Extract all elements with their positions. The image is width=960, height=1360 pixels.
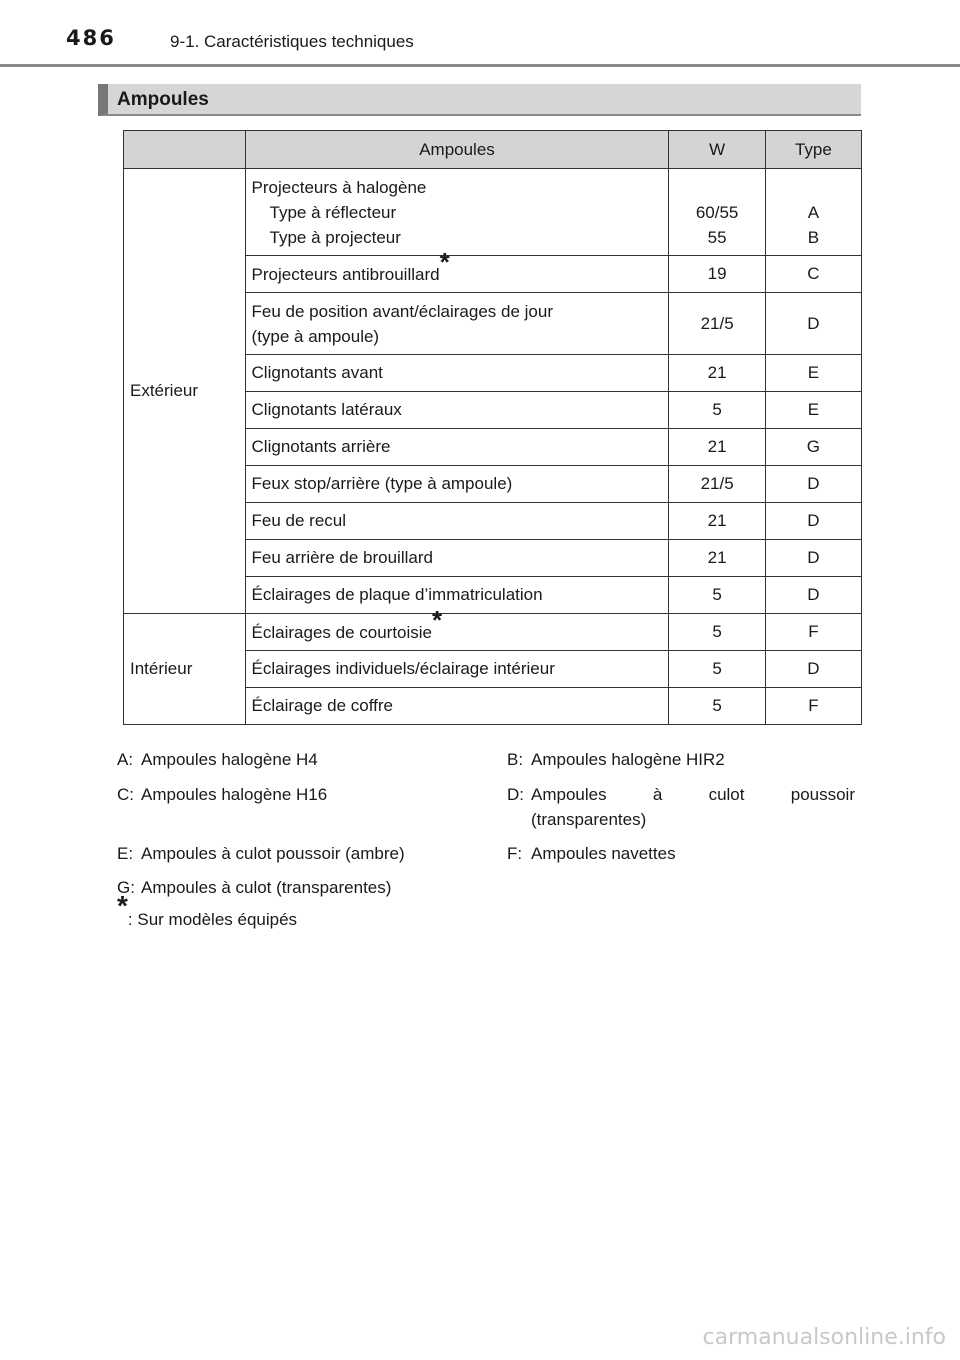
row-watts: 5 <box>669 392 765 429</box>
row-name: Feu de recul <box>245 503 669 540</box>
legend-b: B: Ampoules halogène HIR2 <box>507 750 725 769</box>
row-name: Projecteurs antibrouillard* <box>245 256 669 293</box>
footnote: *: Sur modèles équipés <box>117 890 298 929</box>
row-name: Éclairages de plaque d’immatriculation <box>245 577 669 614</box>
row-type: F <box>765 688 861 725</box>
group-interior: Intérieur <box>124 614 246 725</box>
bulbs-table <box>123 130 862 725</box>
row-name: Feu arrière de brouillard <box>245 540 669 577</box>
row-watts: 60/55 55 <box>669 169 765 256</box>
row-type: D <box>765 577 861 614</box>
row-watts: 21/5 <box>669 293 765 355</box>
row-watts: 5 <box>669 577 765 614</box>
row-type: D <box>765 293 861 355</box>
asterisk-mark: * <box>117 890 128 921</box>
row-watts: 5 <box>669 651 765 688</box>
row-watts: 21 <box>669 355 765 392</box>
row-name: Éclairages de courtoisie* <box>245 614 669 651</box>
row-watts: 5 <box>669 688 765 725</box>
row-name: Clignotants avant <box>245 355 669 392</box>
watermark: carmanualsonline.info <box>702 1325 946 1350</box>
row-name: Éclairage de coffre <box>245 688 669 725</box>
row-watts: 21/5 <box>669 466 765 503</box>
row-type: G <box>765 429 861 466</box>
row-name: Éclairages individuels/éclairage intérieur <box>245 651 669 688</box>
row-name: Feu de position avant/éclairages de jour (type à ampoule) <box>245 293 669 355</box>
legend-f: F: Ampoules navettes <box>507 844 676 863</box>
section-title: Ampoules <box>117 89 209 110</box>
row-watts: 5 <box>669 614 765 651</box>
row-type: F <box>765 614 861 651</box>
asterisk-mark: * <box>432 605 443 636</box>
row-watts: 19 <box>669 256 765 293</box>
table-row <box>124 614 862 651</box>
row-watts: 21 <box>669 429 765 466</box>
legend-d: D: Ampoules à culot poussoir (transparentes) <box>507 785 855 829</box>
row-name: Clignotants arrière <box>245 429 669 466</box>
row-type: D <box>765 540 861 577</box>
legend-g: G: Ampoules à culot (transparentes) <box>117 878 392 897</box>
row-type: E <box>765 392 861 429</box>
row-watts: 21 <box>669 540 765 577</box>
header-watts: W <box>669 131 765 169</box>
header-divider <box>0 64 960 67</box>
header-type: Type <box>765 131 861 169</box>
group-exterior: Extérieur <box>124 169 246 614</box>
legend-c: C: Ampoules halogène H16 <box>117 785 328 804</box>
row-type: C <box>765 256 861 293</box>
table-header-row <box>124 131 862 169</box>
row-type: A B <box>765 169 861 256</box>
asterisk-mark: * <box>439 247 450 278</box>
row-watts: 21 <box>669 503 765 540</box>
legend-e: E: Ampoules à culot poussoir (ambre) <box>117 844 405 863</box>
legend-a: A: Ampoules halogène H4 <box>117 750 318 769</box>
page-number: 486 <box>66 26 116 50</box>
row-name: Feux stop/arrière (type à ampoule) <box>245 466 669 503</box>
row-type: E <box>765 355 861 392</box>
chapter-title: 9-1. Caractéristiques techniques <box>170 32 414 51</box>
header-bulbs: Ampoules <box>245 131 669 169</box>
row-name: Clignotants latéraux <box>245 392 669 429</box>
row-name: Projecteurs à halogène Type à réflecteur Type à projecteur <box>245 169 669 256</box>
section-heading <box>98 84 861 116</box>
row-type: D <box>765 651 861 688</box>
row-type: D <box>765 466 861 503</box>
table-row <box>124 169 862 256</box>
row-type: D <box>765 503 861 540</box>
header-blank <box>124 131 246 169</box>
